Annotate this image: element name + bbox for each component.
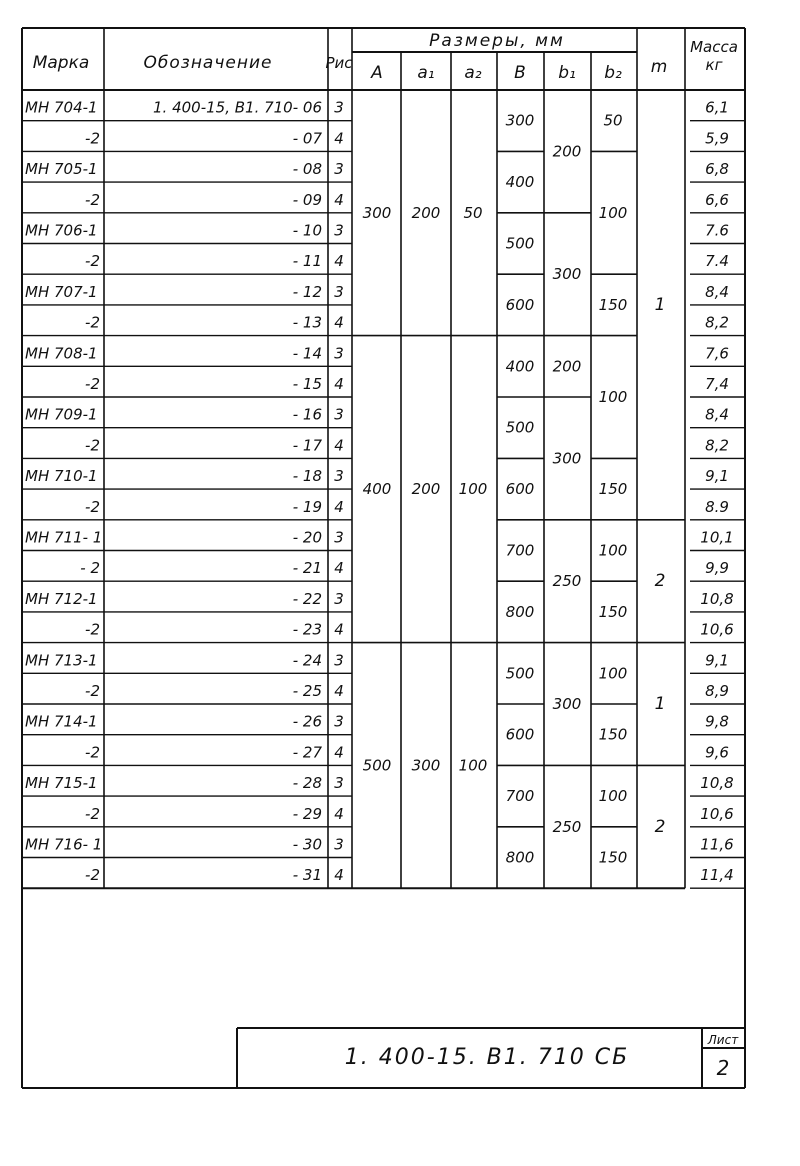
dim-b2: 50 (603, 111, 623, 130)
dim-b1: 250 (552, 572, 582, 591)
row-marka: -2 (85, 252, 100, 271)
header-A: A (371, 63, 383, 83)
row-ris: 4 (334, 436, 344, 455)
row-oboznachenie: - 21 (292, 559, 322, 578)
row-marka: МН 708-1 (25, 344, 98, 363)
sheet-number: 2 (716, 1056, 730, 1080)
row-massa: 8,2 (705, 313, 729, 332)
row-oboznachenie: - 13 (292, 313, 322, 332)
row-marka: МН 715-1 (25, 774, 98, 793)
dim-a1: 300 (411, 756, 441, 775)
row-massa: 10,6 (700, 804, 734, 823)
row-ris: 3 (334, 282, 344, 301)
dim-B: 500 (505, 234, 535, 253)
row-marka: -2 (85, 436, 100, 455)
dim-a1: 200 (411, 203, 441, 222)
row-massa: 8,4 (705, 405, 729, 424)
row-marka: -2 (85, 804, 100, 823)
row-marka: МН 714-1 (25, 712, 98, 731)
row-massa: 10,6 (700, 620, 734, 639)
row-marka: -2 (85, 129, 100, 148)
row-massa: 6,1 (705, 98, 729, 117)
row-marka: -2 (85, 866, 100, 885)
row-massa: 9,1 (705, 651, 729, 670)
dim-b2: 100 (598, 203, 628, 222)
header-m: m (650, 57, 668, 77)
row-ris: 4 (334, 559, 344, 578)
dim-B: 300 (505, 111, 535, 130)
row-marka: МН 705-1 (25, 160, 98, 179)
row-ris: 4 (334, 497, 344, 516)
row-oboznachenie: - 17 (292, 436, 322, 455)
row-marka: МН 706-1 (25, 221, 98, 240)
row-oboznachenie: - 09 (292, 190, 322, 209)
dim-A: 500 (362, 756, 392, 775)
row-ris: 4 (334, 620, 344, 639)
dim-b2: 150 (598, 848, 628, 867)
row-massa: 10,1 (700, 528, 734, 547)
dim-B: 800 (505, 602, 535, 621)
row-marka: МН 707-1 (25, 282, 98, 301)
row-massa: 8.9 (705, 497, 729, 516)
row-marka: МН 704-1 (25, 98, 98, 117)
row-ris: 3 (334, 467, 344, 486)
header-B: B (514, 63, 526, 83)
dim-b2: 150 (598, 725, 628, 744)
row-marka: МН 712-1 (25, 589, 98, 608)
row-marka: -2 (85, 743, 100, 762)
row-marka: -2 (85, 190, 100, 209)
row-marka: МН 709-1 (25, 405, 98, 424)
row-massa: 7.4 (705, 252, 729, 271)
header-massa: Масса (690, 38, 738, 56)
row-massa: 11,6 (700, 835, 734, 854)
row-ris: 4 (334, 252, 344, 271)
dim-b2: 150 (598, 295, 628, 314)
row-marka: МН 713-1 (25, 651, 98, 670)
row-oboznachenie: - 31 (292, 866, 322, 885)
header-marka: Марка (32, 53, 90, 73)
row-oboznachenie: - 30 (292, 835, 322, 854)
row-ris: 4 (334, 129, 344, 148)
row-massa: 10,8 (700, 589, 734, 608)
row-oboznachenie: - 27 (292, 743, 322, 762)
row-ris: 4 (334, 804, 344, 823)
dim-m: 1 (654, 694, 666, 714)
dimension-values (363, 112, 666, 867)
row-oboznachenie: - 15 (292, 375, 322, 393)
row-marka: МН 711- 1 (25, 528, 103, 547)
row-oboznachenie: - 20 (292, 528, 322, 547)
row-oboznachenie: - 16 (292, 405, 322, 424)
row-ris: 3 (334, 712, 344, 731)
row-marka: -2 (85, 375, 100, 393)
row-ris: 4 (334, 190, 344, 209)
header-oboznachenie: Обозначение (143, 53, 273, 73)
dim-B: 600 (505, 725, 535, 744)
row-massa: 9,1 (705, 467, 729, 486)
row-ris: 4 (334, 682, 344, 700)
table-header (33, 31, 738, 83)
dim-B: 600 (505, 295, 535, 314)
row-massa: 7,4 (705, 375, 729, 393)
row-massa: 8,9 (705, 682, 729, 700)
dim-b1: 300 (552, 695, 582, 713)
header-a2: a₂ (464, 63, 482, 83)
dim-B: 400 (505, 173, 535, 192)
document-designation: 1. 400-15. В1. 710 СБ (344, 1045, 630, 1070)
row-oboznachenie: - 26 (292, 712, 322, 731)
dim-a1: 200 (411, 480, 441, 499)
row-oboznachenie: - 12 (292, 282, 322, 301)
row-massa: 11,4 (700, 866, 734, 885)
dim-B: 700 (505, 541, 535, 560)
row-oboznachenie: - 08 (292, 160, 322, 179)
row-massa: 8,4 (705, 282, 729, 301)
row-oboznachenie: 1. 400-15, В1. 710- 06 (152, 98, 322, 117)
dim-b2: 150 (598, 602, 628, 621)
row-ris: 3 (334, 651, 344, 670)
row-marka: МН 710-1 (25, 467, 98, 486)
row-oboznachenie: - 14 (292, 344, 322, 363)
row-ris: 3 (334, 589, 344, 608)
row-oboznachenie: - 25 (292, 682, 322, 700)
dim-b1: 200 (552, 142, 582, 161)
sheet-label: Лист (707, 1033, 739, 1047)
header-b2: b₂ (604, 63, 622, 83)
row-massa: 6,8 (705, 160, 729, 179)
row-ris: 3 (334, 98, 344, 117)
dim-B: 500 (505, 418, 535, 437)
dim-A: 300 (362, 203, 392, 222)
row-oboznachenie: - 23 (292, 620, 322, 639)
row-massa: 7,6 (705, 344, 729, 363)
dim-B: 600 (505, 480, 535, 499)
row-marka: - 2 (80, 559, 100, 578)
row-massa: 9,8 (705, 712, 729, 731)
row-ris: 3 (334, 405, 344, 424)
dim-B: 400 (505, 357, 535, 376)
dim-B: 500 (505, 664, 535, 683)
header-b1: b₁ (558, 63, 576, 83)
dim-a2: 100 (458, 756, 488, 775)
row-oboznachenie: - 29 (292, 804, 322, 823)
row-marka: -2 (85, 682, 100, 700)
dim-b2: 100 (598, 664, 628, 683)
dim-m: 2 (654, 816, 666, 837)
header-ris: Рис (325, 54, 353, 72)
dim-m: 2 (654, 571, 666, 592)
row-ris: 3 (334, 344, 344, 363)
dim-A: 400 (362, 480, 392, 499)
row-oboznachenie: - 10 (292, 221, 322, 240)
row-marka: -2 (85, 313, 100, 332)
row-oboznachenie: - 24 (292, 651, 322, 670)
dim-B: 800 (505, 848, 535, 867)
row-massa: 6,6 (705, 190, 729, 209)
row-ris: 4 (334, 375, 344, 393)
dim-b1: 200 (552, 357, 582, 376)
row-ris: 3 (334, 774, 344, 793)
row-massa: 10,8 (700, 774, 734, 793)
row-oboznachenie: - 22 (292, 589, 322, 608)
row-oboznachenie: - 18 (292, 467, 322, 486)
row-marka: -2 (85, 497, 100, 516)
header-kg: кг (705, 56, 723, 74)
row-marka: МН 716- 1 (25, 835, 103, 854)
dim-b2: 100 (598, 787, 628, 806)
row-ris: 3 (334, 221, 344, 240)
row-marka: -2 (85, 620, 100, 639)
row-massa: 9,9 (705, 559, 729, 578)
dim-a2: 100 (458, 480, 488, 499)
row-ris: 4 (334, 313, 344, 332)
dim-b2: 100 (598, 541, 628, 560)
row-ris: 3 (334, 528, 344, 547)
row-massa: 7.6 (705, 221, 729, 240)
dim-m: 1 (654, 294, 666, 315)
row-ris: 4 (334, 866, 344, 885)
dim-b1: 300 (552, 449, 582, 468)
row-massa: 5,9 (705, 129, 729, 148)
row-oboznachenie: - 07 (292, 129, 322, 148)
row-ris: 3 (334, 835, 344, 854)
row-oboznachenie: - 11 (292, 252, 322, 271)
row-ris: 4 (334, 743, 344, 762)
dim-b2: 150 (598, 480, 628, 499)
dim-B: 700 (505, 787, 535, 806)
dim-b1: 300 (552, 265, 582, 284)
header-a1: a₁ (417, 63, 435, 83)
row-oboznachenie: - 28 (292, 774, 322, 793)
header-razmery: Размеры, мм (429, 31, 565, 51)
dim-b1: 250 (552, 817, 582, 836)
row-massa: 8,2 (705, 436, 729, 455)
title-block (237, 1028, 745, 1088)
dim-a2: 50 (463, 203, 483, 222)
row-massa: 9,6 (705, 743, 729, 762)
row-ris: 3 (334, 160, 344, 179)
dim-b2: 100 (598, 388, 628, 406)
row-oboznachenie: - 19 (292, 497, 322, 516)
